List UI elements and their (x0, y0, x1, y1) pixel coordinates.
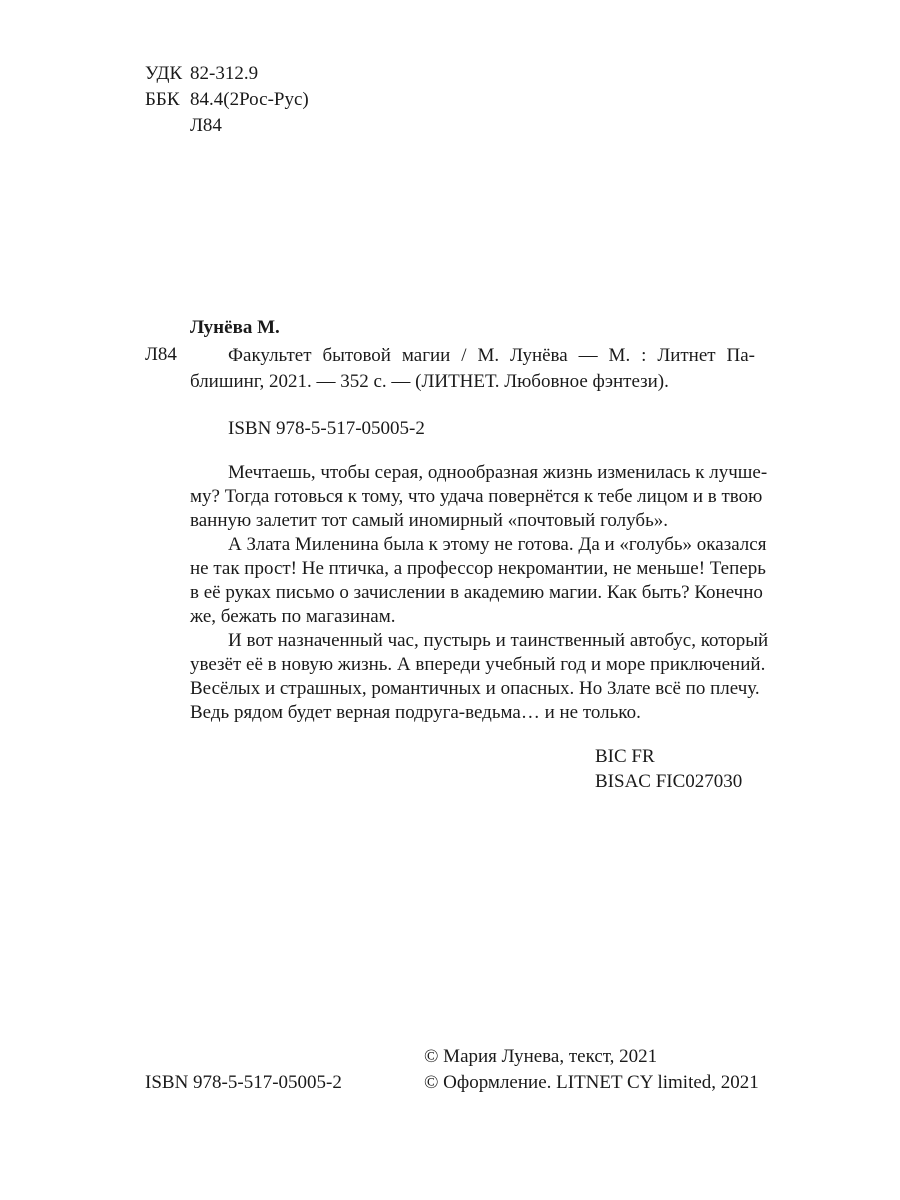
annotation-line: Ведь рядом будет верная подруга-ведьма… и не только. (190, 702, 641, 723)
annotation-line: Мечтаешь, чтобы серая, однообразная жизнь изменилась к лучше- (228, 462, 768, 483)
annotation-line: не так прост! Не птичка, а профессор некромантии, не меньше! Теперь (190, 558, 766, 579)
bbk-value: 84.4(2Рос-Рус) (190, 89, 309, 110)
author-mark-row (145, 114, 222, 138)
bbk-row (145, 88, 309, 112)
bibliographic-line: Факультет бытовой магии / М. Лунёва — М. : Литнет Па- (228, 345, 755, 366)
copyright-text: © Мария Лунева, текст, 2021 (424, 1046, 658, 1067)
annotation-line: же, бежать по магазинам. (190, 606, 396, 627)
author-mark-value: Л84 (190, 115, 222, 136)
udk-label: УДК (145, 63, 183, 84)
annotation-line: му? Тогда готовься к тому, что удача повернётся к тебе лицом и в твою (190, 486, 763, 507)
annotation-line: И вот назначенный час, пустырь и таинственный автобус, который (228, 630, 769, 651)
footer-isbn: ISBN 978-5-517-05005-2 (145, 1072, 342, 1093)
annotation (190, 461, 769, 725)
isbn-record: ISBN 978-5-517-05005-2 (228, 418, 425, 439)
bibliographic-line: блишинг, 2021. — 352 с. — (ЛИТНЕТ. Любовное фэнтези). (190, 371, 669, 392)
bibliographic-description (190, 343, 755, 395)
annotation-line: увезёт её в новую жизнь. А впереди учебный год и море приключений. (190, 654, 766, 675)
annotation-line: ванную залетит тот самый иномирный «почтовый голубь». (190, 510, 668, 531)
udk-row (145, 62, 258, 86)
annotation-line: А Злата Миленина была к этому не готова. Да и «голубь» оказался (228, 534, 767, 555)
author-mark-code: Л84 (145, 344, 177, 365)
annotation-line: Весёлых и страшных, романтичных и опасных. Но Злате всё по плечу. (190, 678, 760, 699)
author-name: Лунёва М. (190, 317, 280, 338)
udk-value: 82-312.9 (190, 63, 259, 84)
bbk-label: ББК (145, 89, 180, 110)
copyright-design: © Оформление. LITNET CY limited, 2021 (424, 1072, 759, 1093)
bic-code: BIC FR (595, 746, 655, 767)
annotation-line: в её руках письмо о зачислении в академию магии. Как быть? Конечно (190, 582, 763, 603)
bisac-code: BISAC FIC027030 (595, 771, 743, 792)
